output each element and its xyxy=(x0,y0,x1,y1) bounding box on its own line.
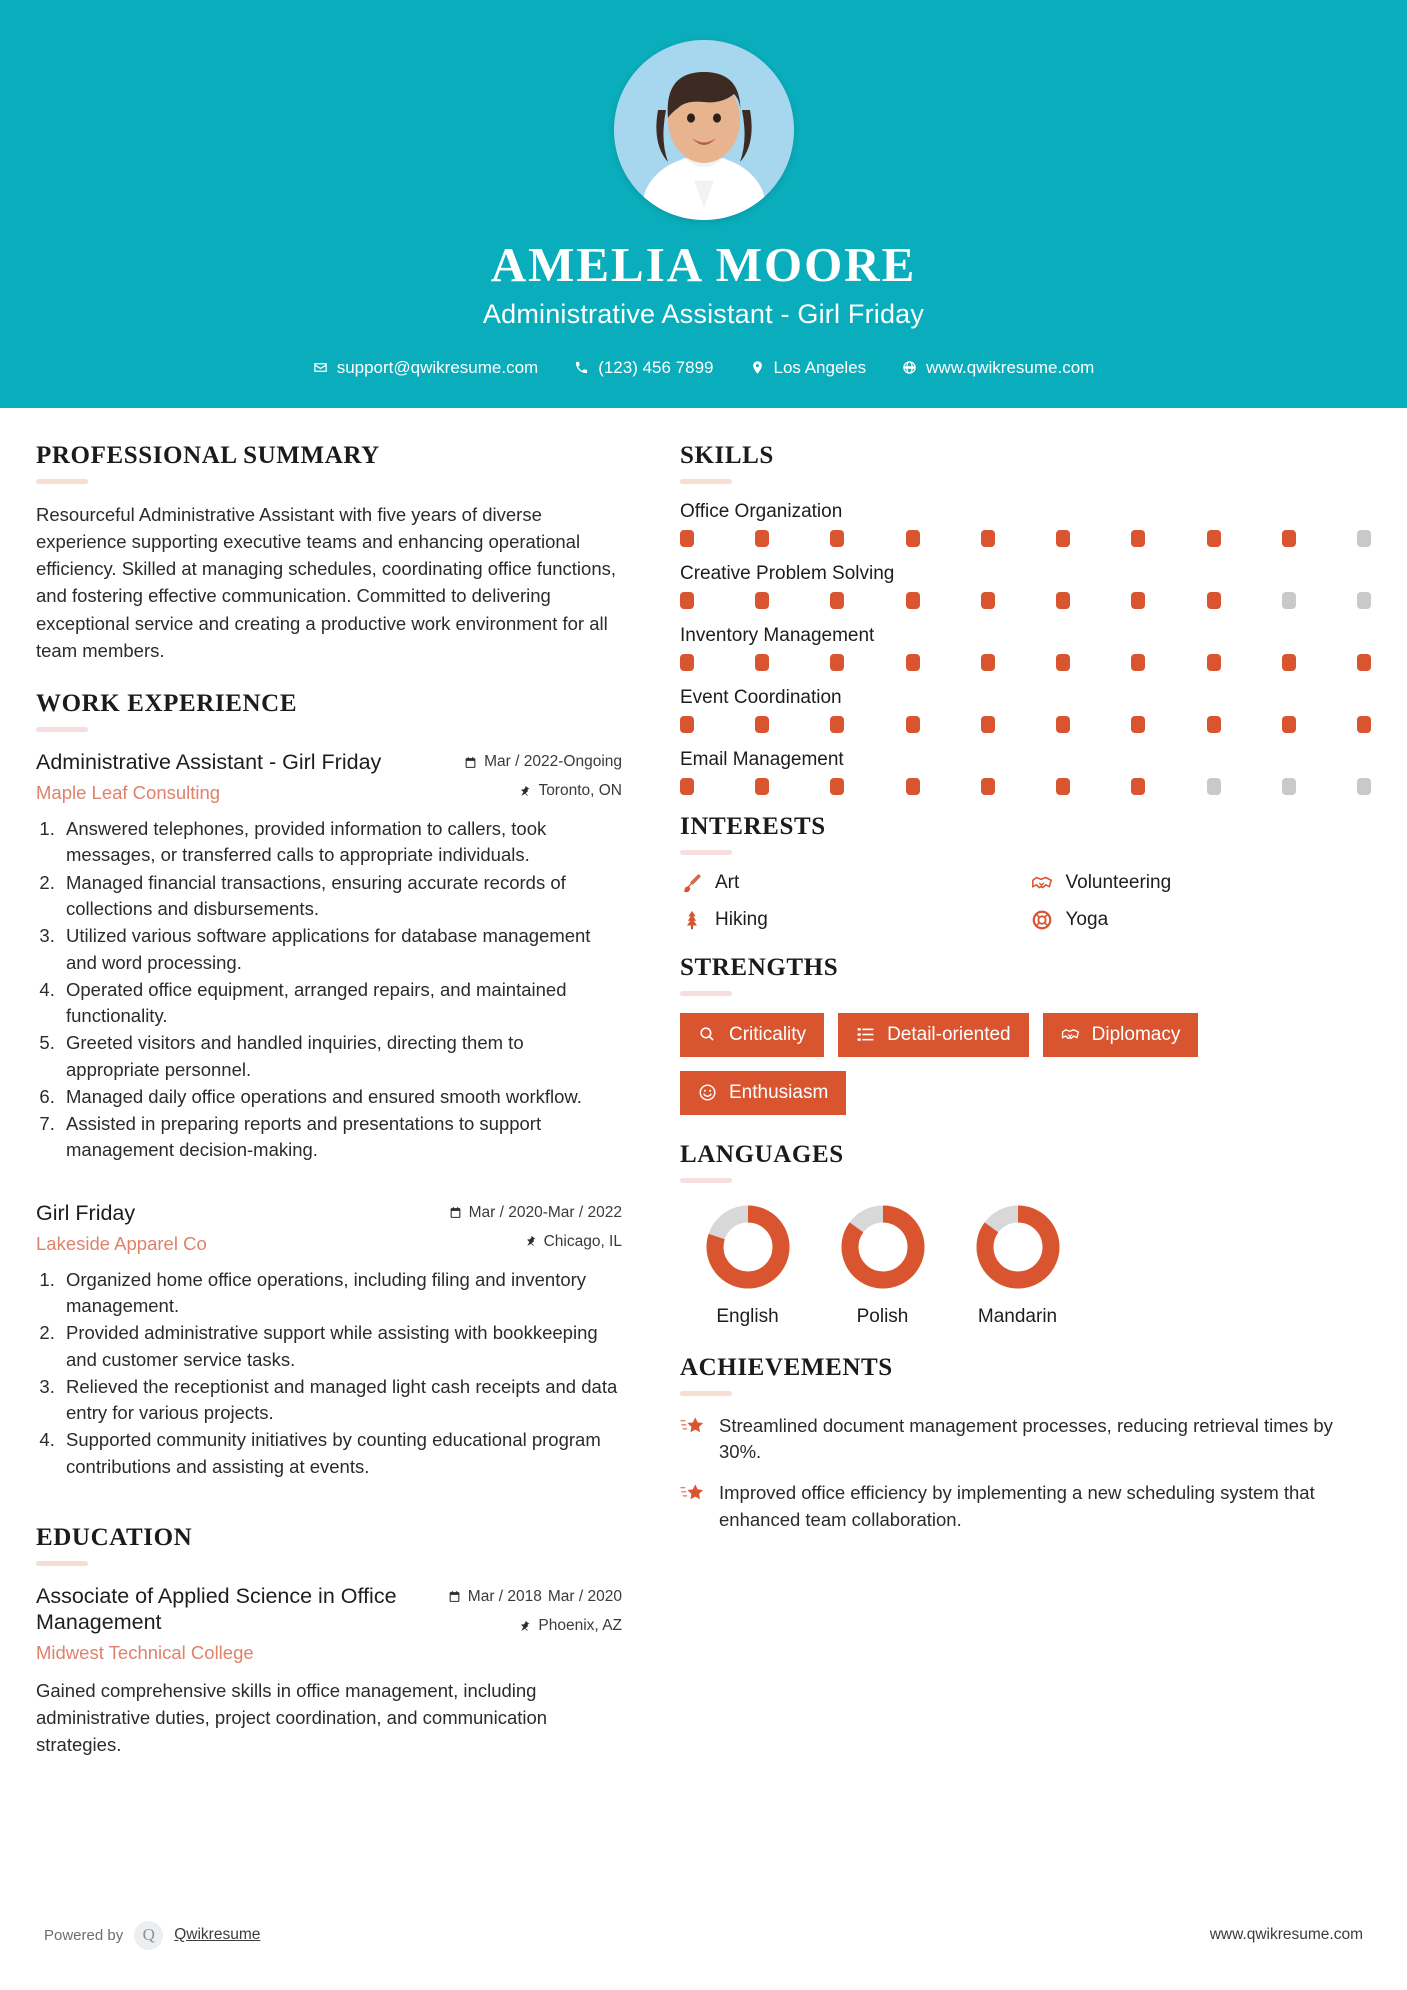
skill-dot xyxy=(1282,778,1296,795)
contact-email[interactable] xyxy=(295,358,557,378)
list-item: 3. Relieved the receptionist and managed light cash receipts and data entry for various projects. xyxy=(60,1374,622,1427)
education-date-end: Mar / 2020 xyxy=(547,1588,622,1606)
skill-dot xyxy=(680,530,694,547)
achievement-text: Streamlined document management processes, reducing retrieval times by 30%. xyxy=(719,1414,1333,1463)
work-location xyxy=(464,782,622,800)
skill-dot xyxy=(1282,530,1296,547)
skill-dot xyxy=(981,592,995,609)
skill-dot xyxy=(1056,530,1070,547)
list-item: 7. Assisted in preparing reports and presentations to support management decision-making. xyxy=(60,1111,622,1164)
skill-rating xyxy=(680,530,1371,547)
work-title: Girl Friday xyxy=(36,1200,136,1225)
footer xyxy=(0,1880,1407,1990)
skill-label: Inventory Management xyxy=(680,624,875,646)
section-languages xyxy=(680,1141,1371,1328)
education-description: Gained comprehensive skills in office management, including administrative duties, project coordination, and communication strategies. xyxy=(36,1680,548,1756)
contact-location-text: Los Angeles xyxy=(773,357,867,377)
language-donut xyxy=(815,1200,950,1294)
interest-label: Yoga xyxy=(1065,909,1109,931)
skill-dot xyxy=(1282,716,1296,733)
interest-label: Art xyxy=(715,872,740,894)
calendar-icon xyxy=(464,756,477,769)
skill-dot xyxy=(906,716,920,733)
skill-dot xyxy=(1207,778,1221,795)
skill-dot xyxy=(1056,654,1070,671)
section-heading-interests: INTERESTS xyxy=(680,812,826,840)
work-entry xyxy=(36,749,622,1164)
list-item: 1. Organized home office operations, including filing and inventory management. xyxy=(60,1267,622,1320)
work-title: Administrative Assistant - Girl Friday xyxy=(36,750,382,774)
contact-phone[interactable] xyxy=(556,358,731,378)
language-label: English xyxy=(716,1305,779,1327)
section-work-experience xyxy=(36,690,622,1480)
work-location xyxy=(449,1233,622,1251)
section-rule xyxy=(680,1391,732,1396)
skill-rating xyxy=(680,654,1371,671)
education-location-text: Phoenix, AZ xyxy=(538,1617,622,1635)
avatar-photo-icon xyxy=(614,40,794,220)
skill-dot xyxy=(1056,778,1070,795)
skill-dot xyxy=(1131,530,1145,547)
section-heading-education: EDUCATION xyxy=(36,1524,193,1552)
contact-location[interactable] xyxy=(732,358,885,378)
work-bullets xyxy=(60,1267,622,1480)
section-heading-work: WORK EXPERIENCE xyxy=(36,690,298,717)
interest-label: Hiking xyxy=(715,909,768,931)
strength-label: Diplomacy xyxy=(1091,1023,1181,1045)
skill-dot xyxy=(1357,778,1371,795)
work-entry xyxy=(36,1200,622,1480)
work-date xyxy=(464,753,622,771)
skill-dot xyxy=(830,592,844,609)
map-pin-icon xyxy=(750,360,765,375)
contact-website-text: www.qwikresume.com xyxy=(926,357,1095,377)
interests-grid xyxy=(680,872,1371,932)
skill-dot xyxy=(1282,592,1296,609)
section-rule xyxy=(36,479,88,484)
pushpin-icon xyxy=(518,785,531,798)
skill-dot xyxy=(680,778,694,795)
skill-dot xyxy=(680,654,694,671)
achievement-item xyxy=(680,1480,1371,1533)
section-strengths xyxy=(680,954,1371,1115)
smiley-icon xyxy=(698,1083,717,1102)
section-heading-achievements: ACHIEVEMENTS xyxy=(680,1353,893,1381)
skill-dot xyxy=(830,716,844,733)
work-location-text: Toronto, ON xyxy=(538,782,622,799)
section-rule xyxy=(680,1178,732,1183)
list-item: 2. Provided administrative support while assisting with bookkeeping and customer service tasks. xyxy=(60,1320,622,1373)
list-item: 5. Greeted visitors and handled inquiries, directing them to appropriate personnel. xyxy=(60,1030,622,1083)
skill-label: Office Organization xyxy=(680,500,843,522)
contact-email-text: support@qwikresume.com xyxy=(336,357,539,377)
education-title: Associate of Applied Science in Office Management xyxy=(36,1584,397,1635)
footer-url[interactable]: www.qwikresume.com xyxy=(1209,1926,1363,1943)
section-achievements xyxy=(680,1354,1371,1533)
handshake-icon xyxy=(1061,1025,1080,1044)
skill-dot xyxy=(1207,654,1221,671)
strength-label: Criticality xyxy=(729,1023,807,1045)
list-item: 3. Utilized various software applications for database management and word processing. xyxy=(60,923,622,976)
skill-dot xyxy=(680,716,694,733)
avatar xyxy=(614,40,794,220)
list-item: 1. Answered telephones, provided information to callers, took messages, or transferred calls to appropriate individuals. xyxy=(60,816,622,869)
magnifier-icon xyxy=(698,1025,717,1044)
skill-dot xyxy=(1056,592,1070,609)
skill-label: Email Management xyxy=(680,748,844,770)
skill-dot xyxy=(755,778,769,795)
skill-dot xyxy=(755,592,769,609)
skill-dot xyxy=(981,778,995,795)
achievement-text: Improved office efficiency by implementing a new scheduling system that enhanced team collaboration. xyxy=(719,1482,1315,1530)
skill-dot xyxy=(1357,654,1371,671)
language-item xyxy=(680,1200,815,1328)
list-icon xyxy=(856,1025,875,1044)
strength-chip-enthusiasm[interactable] xyxy=(680,1071,846,1115)
resume-body xyxy=(0,408,1407,1767)
contact-website[interactable] xyxy=(884,358,1112,378)
section-skills xyxy=(680,442,1371,795)
skill-dot xyxy=(906,592,920,609)
interest-label: Volunteering xyxy=(1065,872,1172,894)
skill-dot xyxy=(981,716,995,733)
work-location-text: Chicago, IL xyxy=(543,1232,622,1250)
language-donut-chart xyxy=(836,1200,930,1294)
skill-dot xyxy=(1357,592,1371,609)
star-icon xyxy=(680,1413,706,1443)
skill-label: Event Coordination xyxy=(680,686,842,708)
page-title: AMELIA MOORE xyxy=(490,237,917,292)
skill-dot xyxy=(830,530,844,547)
skill-dot xyxy=(906,654,920,671)
skill-dot xyxy=(680,592,694,609)
language-label: Mandarin xyxy=(977,1305,1058,1327)
interest-item xyxy=(680,872,1021,895)
section-heading-languages: LANGUAGES xyxy=(680,1140,844,1168)
pushpin-icon xyxy=(524,1235,537,1248)
list-item: 4. Supported community initiatives by counting educational program contributions and assisting at events. xyxy=(60,1427,622,1480)
skill-dot xyxy=(1357,530,1371,547)
language-donut-chart xyxy=(971,1200,1065,1294)
list-item: 2. Managed financial transactions, ensuring accurate records of collections and disbursements. xyxy=(60,870,622,923)
languages-charts xyxy=(680,1200,1371,1328)
skill-dot xyxy=(755,716,769,733)
work-organization: Lakeside Apparel Co xyxy=(36,1232,207,1254)
strength-chip-criticality[interactable] xyxy=(680,1013,824,1057)
work-bullets xyxy=(60,816,622,1163)
education-date xyxy=(448,1587,622,1606)
interest-item xyxy=(1031,909,1372,932)
skill-dot xyxy=(906,778,920,795)
skill-dot xyxy=(755,654,769,671)
skill-dot xyxy=(1207,592,1221,609)
powered-by xyxy=(44,1921,260,1950)
contact-phone-text: (123) 456 7899 xyxy=(598,357,714,377)
language-item xyxy=(815,1200,950,1328)
left-column xyxy=(36,442,646,1767)
section-interests xyxy=(680,813,1371,932)
language-donut-chart xyxy=(701,1200,795,1294)
skill-rating xyxy=(680,778,1371,795)
lifebuoy-icon xyxy=(1031,909,1054,932)
strength-chip-detail-oriented[interactable] xyxy=(838,1013,1029,1057)
language-label: Polish xyxy=(856,1305,909,1327)
right-column xyxy=(646,442,1371,1767)
strength-chip-diplomacy[interactable] xyxy=(1043,1013,1199,1057)
skill-dot xyxy=(981,530,995,547)
skill-dot xyxy=(1131,592,1145,609)
calendar-icon xyxy=(449,1206,462,1219)
strength-label: Detail-oriented xyxy=(887,1023,1011,1045)
work-organization: Maple Leaf Consulting xyxy=(36,782,221,804)
skill-dot xyxy=(1207,530,1221,547)
envelope-icon xyxy=(313,360,328,375)
list-item: 6. Managed daily office operations and ensured smooth workflow. xyxy=(60,1084,622,1110)
skill-dot xyxy=(1131,654,1145,671)
language-donut xyxy=(680,1200,815,1294)
contact-row xyxy=(0,358,1407,378)
education-date-start: Mar / 2018 xyxy=(467,1588,542,1606)
section-education xyxy=(36,1524,622,1759)
phone-icon xyxy=(574,360,589,375)
section-rule xyxy=(680,850,732,855)
skill-dot xyxy=(1207,716,1221,733)
skill-dot xyxy=(981,654,995,671)
section-heading-summary: PROFESSIONAL SUMMARY xyxy=(36,441,380,469)
resume-header xyxy=(0,0,1407,408)
interest-item xyxy=(680,909,1021,932)
skill-dot xyxy=(830,778,844,795)
education-entry xyxy=(36,1583,622,1759)
section-heading-strengths: STRENGTHS xyxy=(680,953,839,981)
skill-item xyxy=(680,687,1371,733)
work-date xyxy=(449,1204,622,1222)
work-date-text: Mar / 2020-Mar / 2022 xyxy=(468,1203,622,1221)
section-rule xyxy=(680,479,732,484)
section-rule xyxy=(36,727,88,732)
skill-rating xyxy=(680,592,1371,609)
skill-item xyxy=(680,749,1371,795)
section-professional-summary xyxy=(36,442,622,664)
education-location xyxy=(448,1617,622,1635)
language-donut xyxy=(950,1200,1085,1294)
strength-label: Enthusiasm xyxy=(729,1081,829,1103)
strengths-list xyxy=(680,1013,1371,1115)
star-icon xyxy=(680,1480,706,1510)
list-item: 4. Operated office equipment, arranged repairs, and maintained functionality. xyxy=(60,977,622,1030)
skill-item xyxy=(680,625,1371,671)
interest-item xyxy=(1031,872,1372,895)
skill-dot xyxy=(830,654,844,671)
achievement-item xyxy=(680,1413,1371,1466)
handshake-icon xyxy=(1031,872,1054,895)
language-item xyxy=(950,1200,1085,1328)
education-organization: Midwest Technical College xyxy=(36,1642,254,1664)
powered-by-label: Powered by xyxy=(44,1926,124,1944)
section-heading-skills: SKILLS xyxy=(680,441,774,469)
pine-tree-icon xyxy=(680,909,703,932)
skill-dot xyxy=(906,530,920,547)
skill-dot xyxy=(1131,716,1145,733)
skill-dot xyxy=(1357,716,1371,733)
qwikresume-logo-icon: Q xyxy=(134,1921,163,1950)
globe-icon xyxy=(902,360,917,375)
skill-dot xyxy=(1056,716,1070,733)
skill-dot xyxy=(1131,778,1145,795)
pushpin-icon xyxy=(518,1620,531,1633)
brand-link[interactable]: Qwikresume xyxy=(174,1926,261,1943)
skill-dot xyxy=(1282,654,1296,671)
calendar-icon xyxy=(448,1590,461,1603)
skill-item xyxy=(680,501,1371,547)
skill-rating xyxy=(680,716,1371,733)
skill-label: Creative Problem Solving xyxy=(680,562,895,584)
skill-item xyxy=(680,563,1371,609)
section-rule xyxy=(36,1561,88,1566)
paintbrush-icon xyxy=(680,872,703,895)
skill-dot xyxy=(755,530,769,547)
work-date-text: Mar / 2022-Ongoing xyxy=(484,753,622,770)
section-rule xyxy=(680,991,732,996)
summary-text: Resourceful Administrative Assistant with five years of diverse experience supporting executive teams and enhancing operational efficiency. Skilled at managing schedules, coordinating office functions, and fostering effective communication. Committed to delivering exceptional service and creating a productive work environment for all team members. xyxy=(36,503,617,661)
job-title: Administrative Assistant - Girl Friday xyxy=(482,298,925,329)
